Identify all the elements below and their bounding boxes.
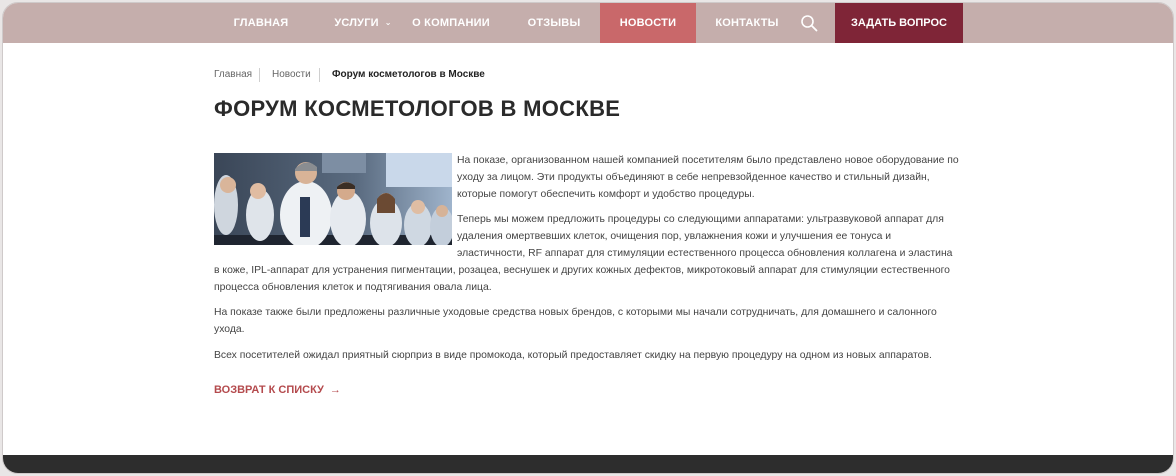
nav-item-reviews[interactable] bbox=[517, 3, 591, 43]
ask-question-button[interactable]: ЗАДАТЬ ВОПРОС bbox=[835, 3, 963, 43]
nav-item-label: УСЛУГИ bbox=[334, 17, 379, 29]
nav-item-label: НОВОСТИ bbox=[619, 17, 677, 29]
article-paragraph: На показе также были предложены различные уходовые средства новых брендов, с которыми мы начали сотрудничать, для домашнего и салонного ухода. bbox=[214, 307, 937, 336]
browser-frame bbox=[2, 2, 1174, 474]
nav-item-contacts[interactable] bbox=[707, 3, 787, 43]
article-photo bbox=[214, 153, 452, 245]
nav-item-home[interactable] bbox=[219, 3, 303, 43]
top-navigation bbox=[3, 3, 1173, 43]
article-paragraph: На показе, организованном нашей компанией посетителям было представлено новое оборудование по уходу за лицом. Эти продукты объединяют в себе непревзойденное качество и стильный дизайн, которые помогут обеспечить комфорт и удобство процедуры. bbox=[457, 155, 959, 200]
nav-item-label: ОТЗЫВЫ bbox=[527, 17, 581, 29]
nav-item-about[interactable] bbox=[403, 3, 499, 43]
breadcrumb-news[interactable]: Новости bbox=[272, 69, 311, 80]
page-title: ФОРУМ КОСМЕТОЛОГОВ В МОСКВЕ bbox=[214, 96, 621, 121]
breadcrumb-home[interactable]: Главная bbox=[214, 69, 253, 80]
article-paragraph: Всех посетителей ожидал приятный сюрприз в виде промокода, который предоставляет скидку на первую процедуру на одном из новых аппаратов. bbox=[214, 349, 932, 361]
chevron-down-icon: ⌄ bbox=[384, 18, 392, 27]
arrow-right-icon: → bbox=[329, 384, 341, 396]
article-paragraph: Теперь мы можем предложить процедуры со следующими аппаратами: ультразвуковой аппарат для удаления омертвевших клеток, очищения пор, увлажнения кожи и улучшения ее тонуса и эластичности, RF аппарат для стимуляции естественного процесса обновления коллагена и эластина в коже, IPL-аппарат для устранения пигментации, розацеа, веснушек и других кожных дефектов, микротоковый аппарат для стимуляции естественного процесса обновления клеток и подтягивания овала лица. bbox=[214, 214, 953, 293]
nav-item-label: О КОМПАНИИ bbox=[412, 17, 490, 29]
search-icon[interactable] bbox=[800, 14, 818, 32]
nav-item-services[interactable] bbox=[321, 3, 405, 43]
breadcrumb-separator bbox=[259, 68, 260, 82]
nav-item-news[interactable] bbox=[600, 3, 696, 43]
breadcrumb-current: Форум косметологов в Москве bbox=[332, 69, 485, 80]
article-body bbox=[214, 153, 960, 374]
nav-item-label: ГЛАВНАЯ bbox=[233, 17, 289, 29]
breadcrumb-separator bbox=[319, 68, 320, 82]
footer-bar bbox=[3, 455, 1173, 473]
back-to-list-label: ВОЗВРАТ К СПИСКУ bbox=[214, 384, 324, 396]
nav-item-label: КОНТАКТЫ bbox=[715, 17, 779, 29]
back-to-list-link[interactable] bbox=[214, 384, 341, 396]
